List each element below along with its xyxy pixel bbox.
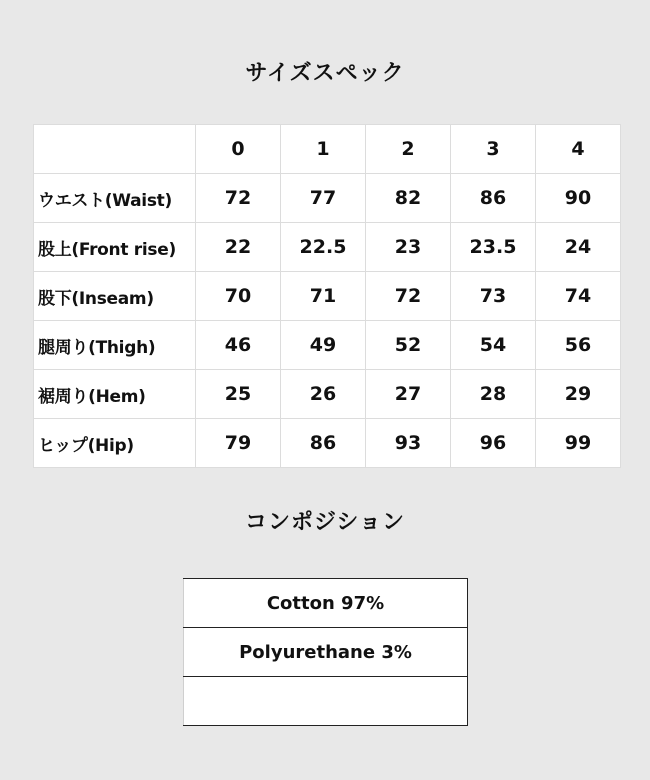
table-cell: 22.5 (281, 223, 366, 272)
table-cell: 96 (451, 419, 536, 468)
table-cell: 77 (281, 174, 366, 223)
table-cell: 71 (281, 272, 366, 321)
table-cell: 90 (536, 174, 621, 223)
table-cell: 93 (366, 419, 451, 468)
table-cell: 79 (196, 419, 281, 468)
header-cell-size-2: 2 (366, 125, 451, 174)
table-cell: 70 (196, 272, 281, 321)
table-cell: 72 (366, 272, 451, 321)
table-row-thigh (34, 321, 621, 370)
table-cell: 86 (281, 419, 366, 468)
composition-item-empty (184, 677, 468, 726)
table-cell: 82 (366, 174, 451, 223)
row-label: 腿周り(Thigh) (34, 321, 196, 370)
table-row-hip (34, 419, 621, 468)
table-cell: 46 (196, 321, 281, 370)
table-cell: 24 (536, 223, 621, 272)
composition-row (184, 628, 468, 677)
table-cell: 54 (451, 321, 536, 370)
table-cell: 23.5 (451, 223, 536, 272)
row-label: 股上(Front rise) (34, 223, 196, 272)
row-label: ヒップ(Hip) (34, 419, 196, 468)
size-spec-title: サイズスペック (245, 61, 405, 86)
table-cell: 25 (196, 370, 281, 419)
table-cell: 49 (281, 321, 366, 370)
composition-item: Polyurethane 3% (184, 628, 468, 677)
header-cell-size-4: 4 (536, 125, 621, 174)
header-cell-size-0: 0 (196, 125, 281, 174)
table-cell: 73 (451, 272, 536, 321)
header-cell-size-3: 3 (451, 125, 536, 174)
size-header-row (34, 125, 621, 174)
table-cell: 29 (536, 370, 621, 419)
table-cell: 26 (281, 370, 366, 419)
table-cell: 74 (536, 272, 621, 321)
size-spec-table (33, 124, 621, 468)
row-label: 股下(Inseam) (34, 272, 196, 321)
composition-title: コンポジション (244, 510, 405, 535)
table-cell: 23 (366, 223, 451, 272)
row-label: ウエスト(Waist) (34, 174, 196, 223)
header-cell-size-1: 1 (281, 125, 366, 174)
table-cell: 22 (196, 223, 281, 272)
table-cell: 72 (196, 174, 281, 223)
table-cell: 99 (536, 419, 621, 468)
table-cell: 86 (451, 174, 536, 223)
table-row-inseam (34, 272, 621, 321)
header-cell-empty (34, 125, 196, 174)
table-cell: 28 (451, 370, 536, 419)
table-row-waist (34, 174, 621, 223)
composition-table (183, 578, 468, 726)
table-cell: 52 (366, 321, 451, 370)
row-label: 裾周り(Hem) (34, 370, 196, 419)
table-cell: 27 (366, 370, 451, 419)
composition-row (184, 677, 468, 726)
table-cell: 56 (536, 321, 621, 370)
composition-item: Cotton 97% (184, 579, 468, 628)
table-row-hem (34, 370, 621, 419)
table-row-front-rise (34, 223, 621, 272)
composition-row (184, 579, 468, 628)
